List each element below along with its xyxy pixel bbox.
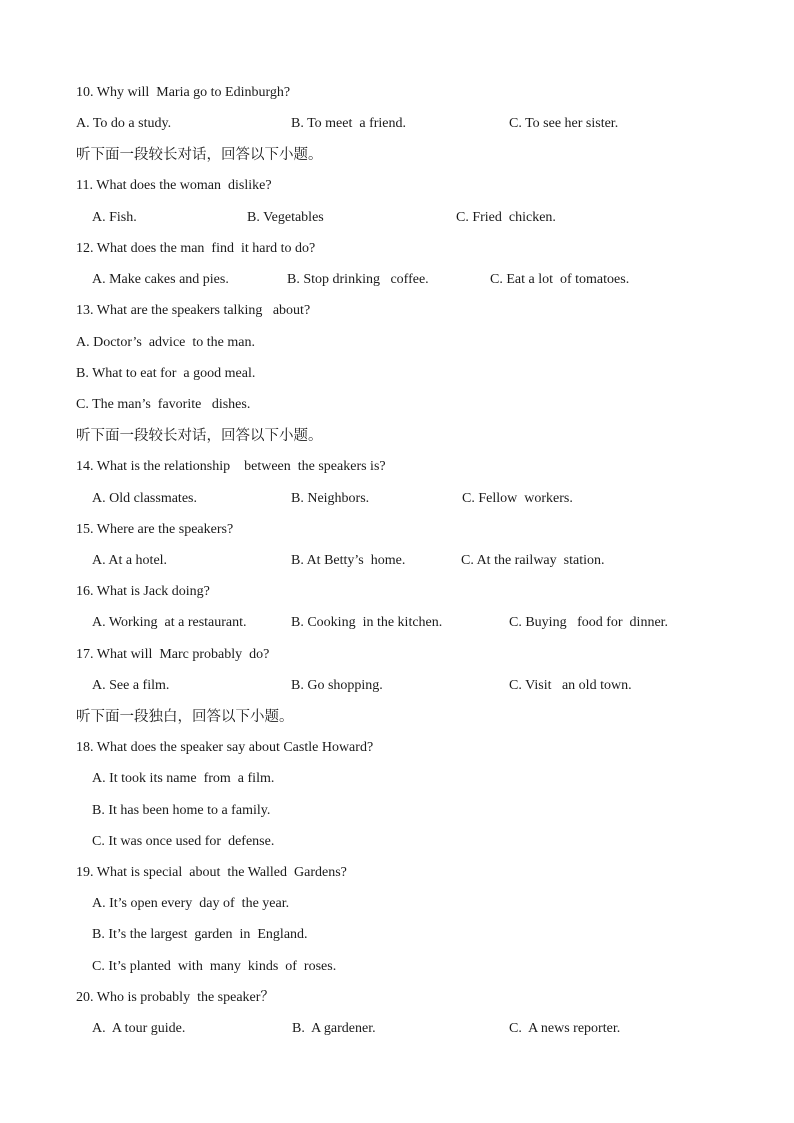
q14-option-a: A. Old classmates.	[92, 491, 197, 506]
question-19: 19. What is special about the Walled Gardens?	[76, 865, 347, 880]
question-20: 20. Who is probably the speaker？	[76, 990, 275, 1005]
q18-option-c: C. It was once used for defense.	[92, 834, 275, 849]
question-12: 12. What does the man find it hard to do?	[76, 241, 316, 256]
q18-option-a: A. It took its name from a film.	[92, 771, 275, 786]
q18-option-b: B. It has been home to a family.	[92, 803, 271, 818]
question-14: 14. What is the relationship between the speakers is?	[76, 459, 386, 474]
q12-option-a: A. Make cakes and pies.	[92, 272, 229, 287]
question-17: 17. What will Marc probably do?	[76, 647, 270, 662]
q11-option-b: B. Vegetables	[247, 210, 324, 225]
q10-option-b: B. To meet a friend.	[291, 116, 407, 131]
section-heading-1: 听下面一段较长对话，回答以下小题。	[76, 147, 323, 163]
section-heading-3: 听下面一段独白，回答以下小题。	[76, 709, 294, 725]
question-13: 13. What are the speakers talking about?	[76, 303, 311, 318]
q10-option-c: C. To see her sister.	[509, 116, 619, 131]
section-heading-2: 听下面一段较长对话，回答以下小题。	[76, 428, 323, 444]
question-16: 16. What is Jack doing?	[76, 584, 210, 599]
q13-option-c: C. The man’s favorite dishes.	[76, 397, 251, 412]
q17-option-a: A. See a film.	[92, 678, 170, 693]
q15-option-c: C. At the railway station.	[461, 553, 605, 568]
q19-option-c: C. It’s planted with many kinds of roses.	[92, 959, 337, 974]
question-11: 11. What does the woman dislike?	[76, 178, 272, 193]
q13-option-a: A. Doctor’s advice to the man.	[76, 335, 255, 350]
q13-option-b: B. What to eat for a good meal.	[76, 366, 256, 381]
q19-option-b: B. It’s the largest garden in England.	[92, 927, 308, 942]
q20-option-c: C. A news reporter.	[509, 1021, 621, 1036]
question-10: 10. Why will Maria go to Edinburgh?	[76, 85, 291, 100]
q17-option-c: C. Visit an old town.	[509, 678, 632, 693]
q20-option-b: B. A gardener.	[292, 1021, 376, 1036]
q19-option-a: A. It’s open every day of the year.	[92, 896, 290, 911]
q11-option-a: A. Fish.	[92, 210, 137, 225]
q16-option-b: B. Cooking in the kitchen.	[291, 615, 443, 630]
q10-option-a: A. To do a study.	[76, 116, 172, 131]
question-15: 15. Where are the speakers?	[76, 522, 234, 537]
q12-option-c: C. Eat a lot of tomatoes.	[490, 272, 630, 287]
question-18: 18. What does the speaker say about Castle Howard?	[76, 740, 374, 755]
q15-option-b: B. At Betty’s home.	[291, 553, 406, 568]
q15-option-a: A. At a hotel.	[92, 553, 168, 568]
q16-option-c: C. Buying food for dinner.	[509, 615, 669, 630]
q16-option-a: A. Working at a restaurant.	[92, 615, 247, 630]
q17-option-b: B. Go shopping.	[291, 678, 383, 693]
q12-option-b: B. Stop drinking coffee.	[287, 272, 429, 287]
q14-option-b: B. Neighbors.	[291, 491, 370, 506]
q14-option-c: C. Fellow workers.	[462, 491, 573, 506]
q20-option-a: A. A tour guide.	[92, 1021, 186, 1036]
q11-option-c: C. Fried chicken.	[456, 210, 556, 225]
